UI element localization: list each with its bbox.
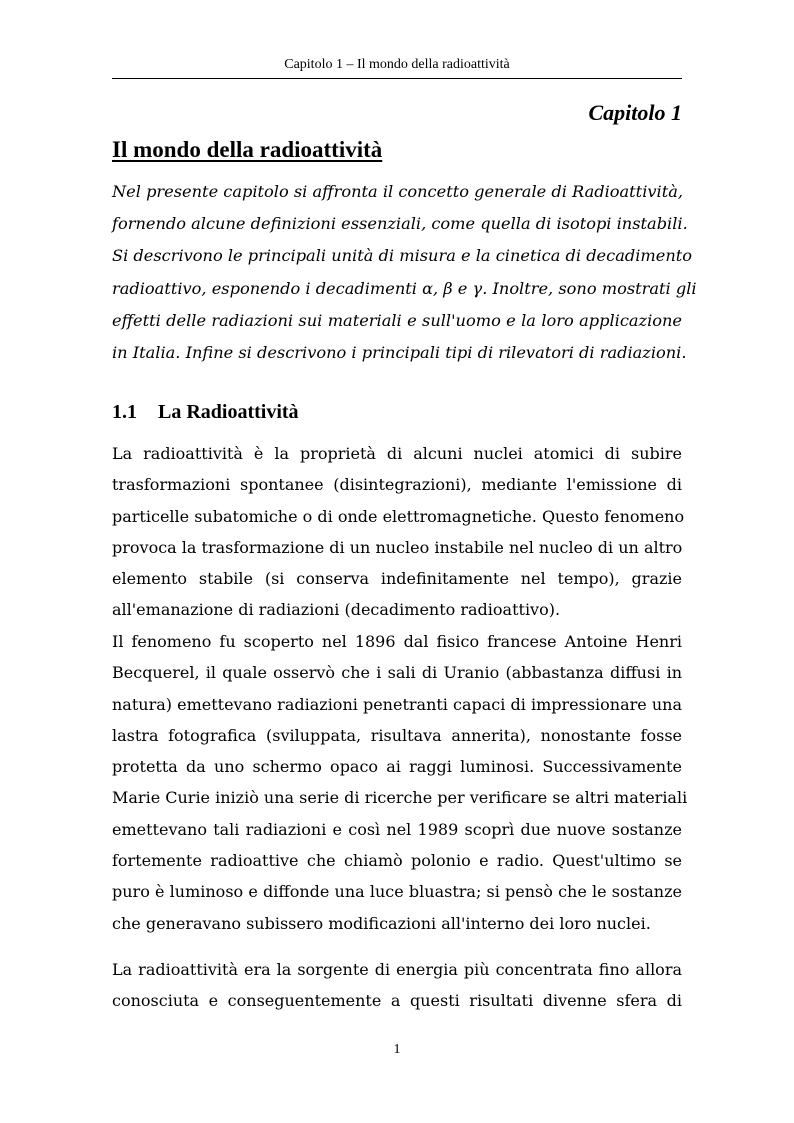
page-number: 1 <box>393 1042 401 1057</box>
abstract-line: Nel presente capitolo si affronta il concetto generale di Radioattività, <box>112 182 683 201</box>
abstract-line: in Italia. Infine si descrivono i principali tipi di rilevatori di radiazioni. <box>112 343 687 363</box>
header-divider <box>112 78 682 79</box>
paragraph-line: natura) emettevano radiazioni penetranti capaci di impressionare una <box>112 694 682 714</box>
paragraph-line: conosciuta e conseguentemente a questi risultati divenne sfera di <box>112 991 682 1011</box>
chapter-label: Capitolo 1 <box>588 100 682 125</box>
paragraph-line: La radioattività è la proprietà di alcuni nuclei atomici di subire <box>112 444 682 463</box>
running-header: Capitolo 1 – Il mondo della radioattività <box>284 57 510 72</box>
paragraph-line: elemento stabile (si conserva indefinitamente nel tempo), grazie <box>112 569 682 589</box>
paragraph-line: che generavano subissero modificazioni all'interno dei loro nuclei. <box>112 913 651 933</box>
paragraph-line: lastra fotografica (sviluppata, risultava annerita), nonostante fosse <box>112 725 682 745</box>
paragraph-line: Il fenomeno fu scoperto nel 1896 dal fisico francese Antoine Henri <box>112 632 682 651</box>
abstract-line: effetti delle radiazioni sui materiali e sull'uomo e la loro applicazione <box>112 310 682 330</box>
section-heading <box>112 397 299 427</box>
body-paragraph <box>112 438 685 626</box>
paragraph-line: particelle subatomiche o di onde elettromagnetiche. Questo fenomeno <box>112 506 685 526</box>
body-paragraph <box>112 954 682 1017</box>
abstract-line: Si descrivono le principali unità di misura e la cinetica di decadimento <box>112 246 692 266</box>
body-paragraph <box>112 626 688 939</box>
paragraph-line: Marie Curie iniziò una serie di ricerche per verificare se altri materiali <box>112 788 688 808</box>
paragraph-line: trasformazioni spontanee (disintegrazioni), mediante l'emissione di <box>112 475 682 495</box>
paragraph-line: emettevano tali radiazioni e così nel 1989 scoprì due nuove sostanze <box>112 819 682 839</box>
paragraph-line: fortemente radioattive che chiamò polonio e radio. Quest'ultimo se <box>112 851 682 871</box>
paragraph-line: Becquerel, il quale osservò che i sali di Uranio (abbastanza diffusi in <box>112 663 682 683</box>
abstract-line: fornendo alcune definizioni essenziali, come quella di isotopi instabili. <box>112 214 688 234</box>
chapter-abstract <box>112 176 697 369</box>
paragraph-line: protetta da uno schermo opaco ai raggi luminosi. Successivamente <box>112 757 682 777</box>
paragraph-line: provoca la trasformazione di un nucleo instabile nel nucleo di un altro <box>112 537 683 557</box>
paragraph-line: puro è luminoso e diffonde una luce bluastra; si pensò che le sostanze <box>112 882 682 902</box>
paragraph-line: La radioattività era la sorgente di energia più concentrata fino allora <box>112 960 682 979</box>
chapter-title: Il mondo della radioattività <box>112 137 383 162</box>
section-title: La Radioattività <box>158 401 299 423</box>
section-number: 1.1 <box>112 401 137 423</box>
abstract-line: radioattivo, esponendo i decadimenti α, β e γ. Inoltre, sono mostrati gli <box>112 278 697 298</box>
paragraph-line: all'emanazione di radiazioni (decadimento radioattivo). <box>112 600 561 620</box>
